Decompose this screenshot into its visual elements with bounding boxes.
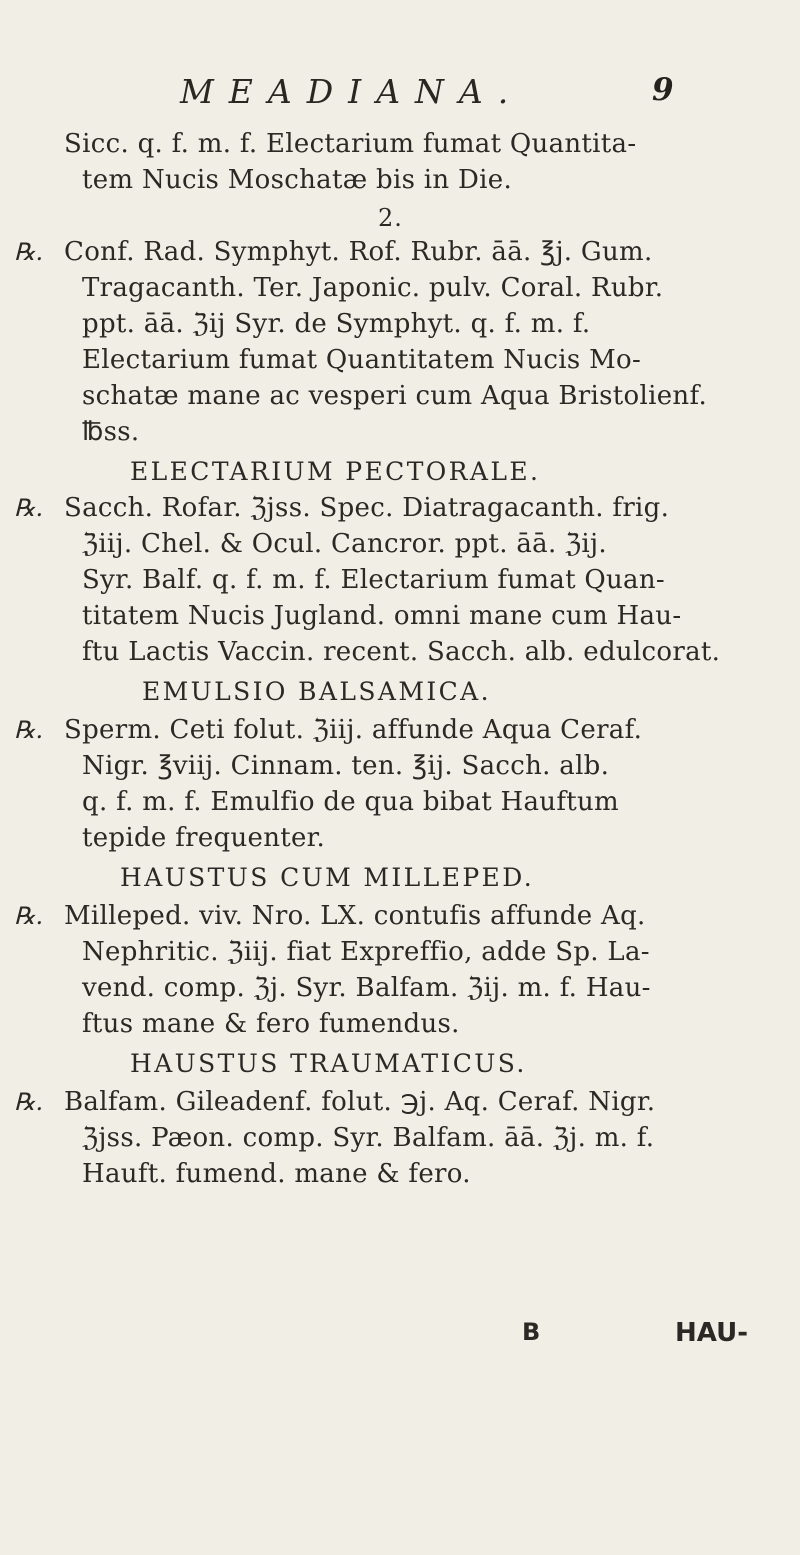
- page-header: [0, 72, 800, 122]
- section-heading: HAUSTUS CUM MILLEPED.: [120, 863, 535, 892]
- text-line: Conf. Rad. Symphyt. Rof. Rubr. āā. ℥j. Gum.: [64, 237, 653, 267]
- recipe-symbol: ℞.: [14, 238, 44, 266]
- text-line: Sicc. q. f. m. f. Electarium fumat Quantita-: [64, 129, 637, 159]
- text-line: ftu Lactis Vaccin. recent. Sacch. alb. edulcorat.: [82, 637, 721, 667]
- text-line: ℨjss. Pæon. comp. Syr. Balfam. āā. ℨj. m. f.: [82, 1123, 655, 1153]
- text-line: ℨiij. Chel. & Ocul. Cancror. ppt. āā. ℨij.: [82, 529, 607, 559]
- text-line: ppt. āā. ℨij Syr. de Symphyt. q. f. m. f.: [82, 309, 591, 339]
- text-line: ftus mane & fero fumendus.: [82, 1009, 460, 1039]
- running-title: MEADIANA.: [180, 72, 524, 111]
- text-line: schatæ mane ac vesperi cum Aqua Bristolienf.: [82, 381, 708, 411]
- text-line: Sperm. Ceti folut. ℨiij. affunde Aqua Ceraf.: [64, 715, 643, 745]
- text-line: Balfam. Gileadenf. folut. ℈j. Aq. Ceraf. Nigr.: [64, 1087, 656, 1117]
- text-line: Hauft. fumend. mane & fero.: [82, 1159, 471, 1189]
- section-heading: HAUSTUS TRAUMATICUS.: [130, 1049, 527, 1078]
- text-line: Nephritic. ℨiij. fiat Expreffio, adde Sp. La-: [82, 937, 650, 967]
- text-line: Milleped. viv. Nro. LX. contufis affunde Aq.: [64, 901, 646, 931]
- signature-mark: B: [522, 1318, 541, 1346]
- recipe-symbol: ℞.: [14, 902, 44, 930]
- text-line: ℔ss.: [82, 417, 140, 447]
- text-line: titatem Nucis Jugland. omni mane cum Hau-: [82, 601, 682, 631]
- text-line: tem Nucis Moschatæ bis in Die.: [82, 165, 513, 195]
- page-number: 9: [652, 72, 674, 108]
- text-line: tepide frequenter.: [82, 823, 326, 853]
- section-number: 2.: [378, 204, 403, 232]
- text-line: Syr. Balf. q. f. m. f. Electarium fumat Quan-: [82, 565, 665, 595]
- catchword: HAU-: [675, 1318, 748, 1348]
- recipe-symbol: ℞.: [14, 716, 44, 744]
- section-heading: EMULSIO BALSAMICA.: [142, 677, 491, 706]
- page-footer: [0, 1318, 800, 1368]
- text-line: Nigr. ℥viij. Cinnam. ten. ℥ij. Sacch. alb.: [82, 751, 610, 781]
- text-line: q. f. m. f. Emulfio de qua bibat Hauftum: [82, 787, 620, 817]
- recipe-symbol: ℞.: [14, 1088, 44, 1116]
- text-line: Tragacanth. Ter. Japonic. pulv. Coral. Rubr.: [82, 273, 664, 303]
- text-line: vend. comp. ℨj. Syr. Balfam. ℨij. m. f. Hau-: [82, 973, 651, 1003]
- recipe-symbol: ℞.: [14, 494, 44, 522]
- text-line: Sacch. Rofar. ℨjss. Spec. Diatragacanth. frig.: [64, 493, 670, 523]
- text-line: Electarium fumat Quantitatem Nucis Mo-: [82, 345, 642, 375]
- section-heading: ELECTARIUM PECTORALE.: [130, 457, 541, 486]
